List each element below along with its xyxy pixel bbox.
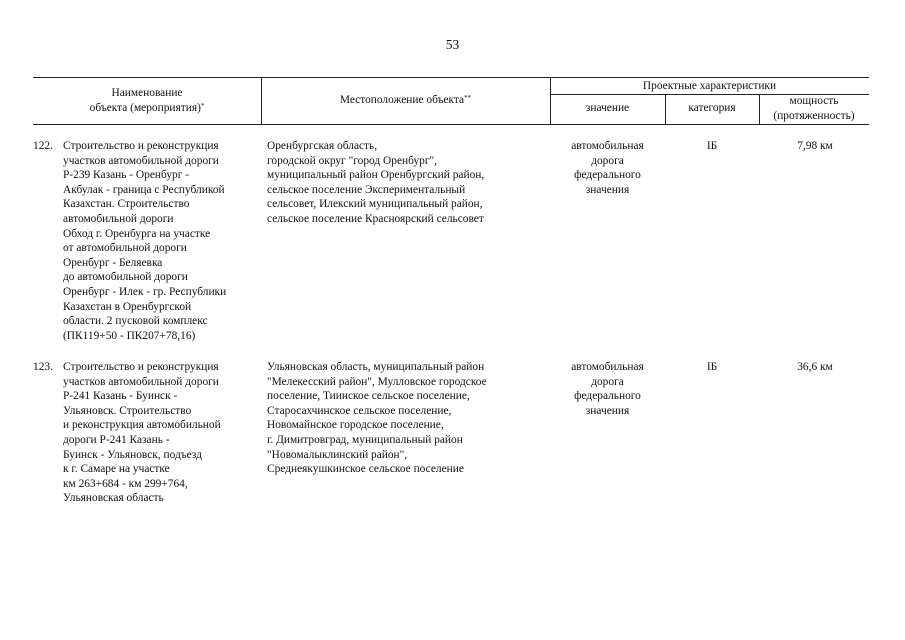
object-value: автомобильная дорога федерального значения — [571, 140, 644, 196]
table-top-rule — [33, 77, 869, 78]
header-object-name-footnote: * — [200, 101, 205, 110]
header-design-characteristics: Проектные характеристики — [642, 80, 777, 92]
row-number: 122. — [33, 140, 53, 152]
row-number: 123. — [33, 361, 53, 373]
header-location — [261, 93, 550, 108]
object-name: Строительство и реконструкция участков автомобильной дороги Р-241 Казань - Буинск - Ульяновск. Строительство и реконструкция автомобильной дороги Р-241 Казань - Буинск - Ульяновск, подъезд к г. Самаре на участке км 263+684 - км 299+764, Ульяновская область — [63, 361, 221, 505]
object-capacity: 7,98 км — [797, 140, 833, 152]
object-name: Строительство и реконструкция участков автомобильной дороги Р-239 Казань - Оренбург - Акбулак - граница с Республикой Казахстан. Строительство автомобильной дороги Обход г. Оренбурга на участке от автомобильной дороги Оренбург - Беляевка до автомобильной дороги Оренбург - Илек - гр. Республики Казахстан в Оренбургской области. 2 пусковой комплекс (ПК119+50 - ПК207+78,16) — [63, 140, 227, 342]
header-location-footnote: ** — [464, 94, 472, 102]
object-category: IБ — [706, 140, 718, 152]
header-bottom-rule — [33, 124, 869, 125]
header-object-name — [33, 86, 261, 115]
header-location-text: Местоположение объекта — [339, 94, 465, 106]
header-capacity: мощность (протяженность) — [773, 95, 855, 122]
header-category: категория — [688, 102, 736, 114]
header-object-name-text: Наименование объекта (мероприятия) — [89, 87, 201, 114]
object-location: Оренбургская область, городской округ "город Оренбург", муниципальный район Оренбургский район, сельское поселение Экспериментальный сельсовет, Илекский муниципальный район, сельское поселение Красноярский сельсовет — [267, 140, 485, 225]
header-value: значение — [585, 102, 630, 114]
page-number: 53 — [445, 37, 460, 52]
object-capacity: 36,6 км — [797, 361, 833, 373]
object-location: Ульяновская область, муниципальный район "Мелекесский район", Мулловское городское поселение, Тиинское сельское поселение, Старосахчинское сельское поселение, Новомайнское городское поселение, г. Димитровград, муниципальный район "Новомалыклинский район", Среднеякушкинское сельское поселение — [267, 361, 487, 476]
object-category: IБ — [706, 361, 718, 373]
object-value: автомобильная дорога федерального значения — [571, 361, 644, 417]
